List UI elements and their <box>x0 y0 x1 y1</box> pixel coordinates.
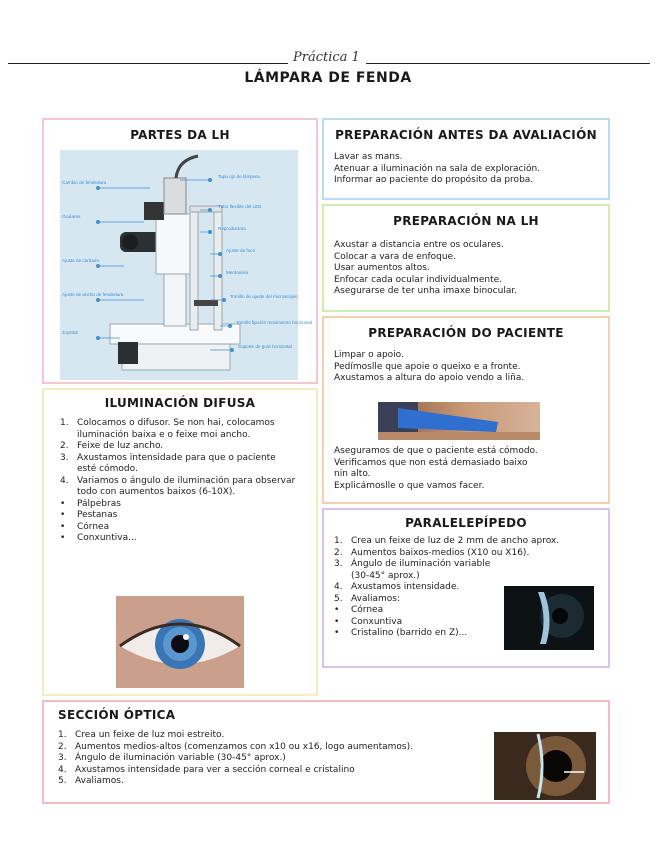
list-item: • Cristalino (barrido en Z)... <box>334 628 468 638</box>
list-item: 4. Axustamos intensidade para ver a sección corneal e cristalino <box>58 764 355 775</box>
iluminacion-list <box>60 418 296 545</box>
iluminacion-title: ILUMINACIÓN DIFUSA <box>104 396 256 410</box>
list-item: 2. Aumentos baixos-medios (X10 ou X16). <box>334 547 530 558</box>
diagram-label: Tornillo de ajuste del microscopio <box>230 294 298 299</box>
text-line: Enfocar cada ocular individualmente. <box>334 274 502 285</box>
list-item: • Pálpebras <box>60 498 121 509</box>
list-item: • Córnea <box>60 521 110 532</box>
diagram-label: Mentonera <box>226 270 248 275</box>
prep-antes-panel <box>322 118 610 200</box>
list-item: 5. Avaliamos. <box>58 776 124 786</box>
text-line: Verificamos que non está demasiado baixo <box>334 457 528 468</box>
diagram-label: Soporte de guía horizontal <box>238 344 292 349</box>
list-item: 4. Variamos o ángulo de iluminación para observar todo con aumentos baixos (6-10X). <box>60 475 296 497</box>
text-line: nin alto. <box>334 469 371 479</box>
slit-lamp-diagram <box>60 150 313 380</box>
header-rule-right <box>366 63 650 64</box>
diagram-label: Ajuste de foco <box>226 248 256 253</box>
list-item: 1. Crea un feixe de luz moi estreito. <box>58 730 225 740</box>
text-line: Axustar a distancia entre os oculares. <box>334 240 504 250</box>
iluminacion-panel <box>42 388 318 696</box>
patient-chinrest-photo <box>378 402 540 440</box>
header-rule-left <box>8 63 288 64</box>
prep-lh-lines <box>334 240 517 298</box>
diagram-label: Cambio de fendedura <box>62 180 107 185</box>
diagram-label: Ajuste de ancho de fendedura <box>62 292 124 297</box>
text-line: Asegurarse de ter unha imaxe binocular. <box>334 286 518 296</box>
diagram-label: Tubo flexible del LED <box>218 204 262 209</box>
paralelepipedo-panel <box>322 508 610 668</box>
diagram-label: Ajuste de cardado <box>62 258 100 263</box>
page-header <box>0 46 656 94</box>
prep-antes-lines <box>334 152 540 187</box>
text-line: Colocar a vara de enfoque. <box>334 251 456 262</box>
seccion-list <box>58 730 488 788</box>
list-item: • Conxuntiva <box>334 616 403 627</box>
list-item: • Conxuntiva... <box>60 533 137 543</box>
diagram-label: Tapa ojo de lámpara <box>218 174 260 179</box>
text-line: Explicámoslle o que vamos facer. <box>334 480 485 491</box>
text-line: Informar ao paciente do propósito da proba. <box>334 175 534 185</box>
prep-lh-title: PREPARACIÓN NA LH <box>393 214 539 228</box>
text-line: Atenuar a iluminación na sala de exploración. <box>334 163 541 174</box>
prep-paciente-lines-1 <box>334 350 524 385</box>
prep-paciente-title: PREPARACIÓN DO PACIENTE <box>368 326 564 340</box>
eye-photo <box>116 596 244 688</box>
text-line: Aseguramos de que o paciente está cómodo. <box>334 446 538 456</box>
list-item: 3. Ángulo de iluminación variable (30-45° aprox.) <box>334 559 491 581</box>
seccion-panel <box>42 700 610 804</box>
seccion-title: SECCIÓN ÓPTICA <box>58 708 176 722</box>
text-line: Limpar o apoio. <box>334 350 404 360</box>
diagram-label: Tornillo fijación movimiento horizontal <box>236 320 313 325</box>
list-item: • Córnea <box>334 605 384 615</box>
diagram-label: Oculares <box>62 214 81 219</box>
optical-section-photo <box>494 732 596 800</box>
diagram-label: Joystick <box>62 330 79 335</box>
diagram-label: Reproductora <box>218 226 246 231</box>
list-item: 3. Axustamos intensidade para que o paciente esté cómodo. <box>60 452 276 474</box>
prep-lh-panel <box>322 204 610 312</box>
list-item: 2. Aumentos medios-altos (comenzamos con x10 ou x16, logo aumentamos). <box>58 741 413 752</box>
prep-antes-title: PREPARACIÓN ANTES DA AVALIACIÓN <box>335 128 597 142</box>
practice-label: Práctica 1 <box>293 50 360 65</box>
list-item: 1. Crea un feixe de luz de 2 mm de ancho aprox. <box>334 536 560 546</box>
page-title: LÁMPARA DE FENDA <box>244 70 412 86</box>
partes-title: PARTES DA LH <box>130 128 230 142</box>
parallelepiped-slit-photo <box>504 586 594 650</box>
list-item: 2. Feixe de luz ancho. <box>60 441 164 451</box>
paralelepipedo-title: PARALELEPÍPEDO <box>405 516 527 530</box>
prep-paciente-lines-2 <box>334 446 538 492</box>
list-item: 4. Axustamos intensidade. <box>334 582 460 592</box>
list-item: • Pestanas <box>60 510 118 520</box>
text-line: Lavar as mans. <box>334 152 403 162</box>
text-line: Axustamos a altura do apoio vendo a liña. <box>334 373 525 383</box>
list-item: 1. Colocamos o difusor. Se non hai, colocamos iluminación baixa e o feixe moi ancho. <box>60 418 275 440</box>
text-line: Pedímoslle que apoie o queixo e a fronte. <box>334 361 521 372</box>
prep-paciente-panel <box>322 316 610 504</box>
partes-panel <box>42 118 318 384</box>
list-item: 5. Avaliamos: <box>334 593 400 604</box>
text-line: Usar aumentos altos. <box>334 263 430 273</box>
list-item: 3. Ángulo de iluminación variable (30-45° aprox.) <box>58 753 286 763</box>
